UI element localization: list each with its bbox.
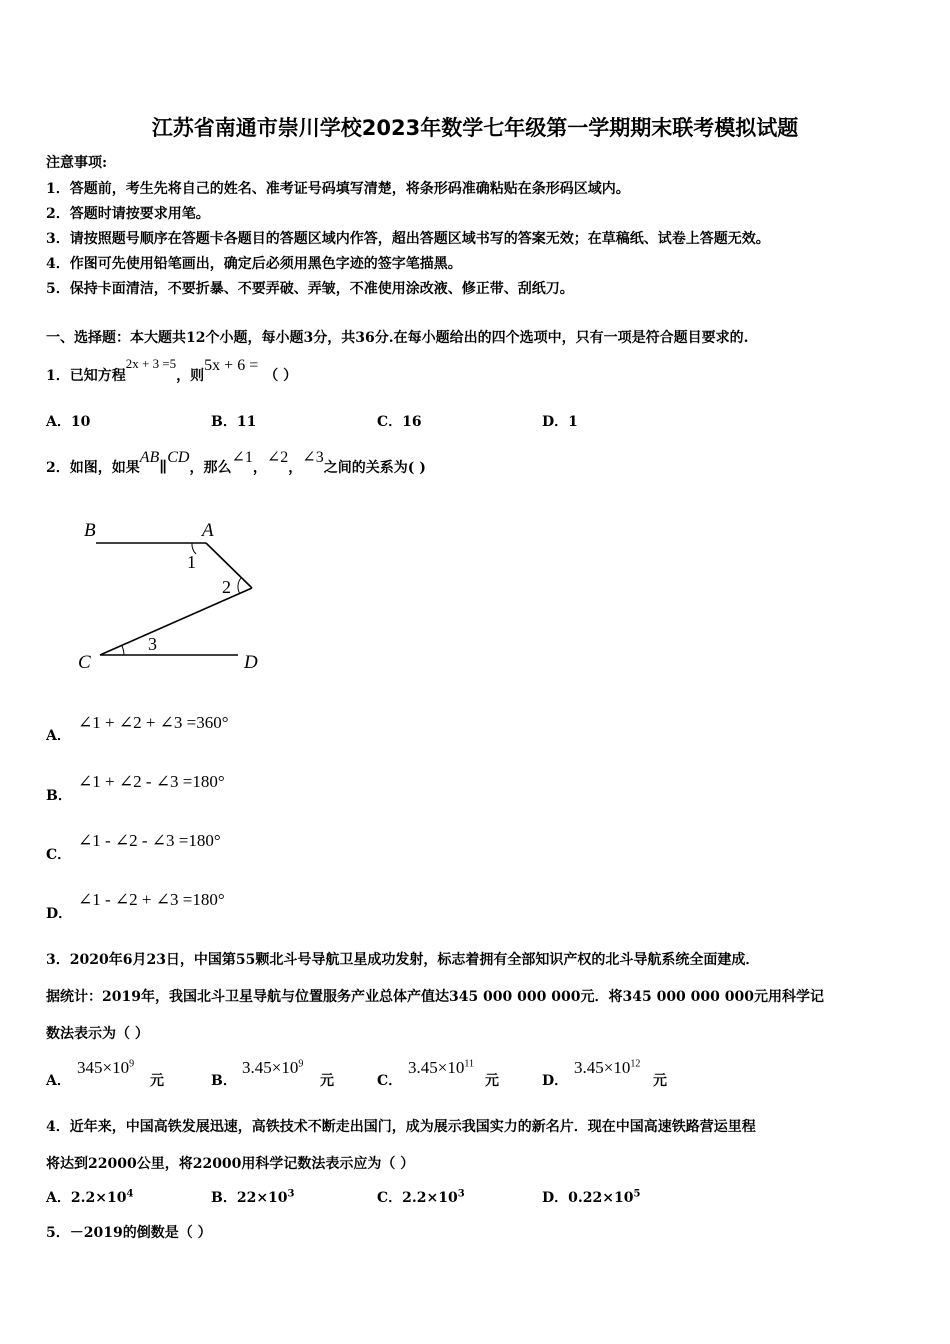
q2-option-a[interactable]: A． — [46, 728, 71, 744]
q2-option-d-text: ∠1 - ∠2 + ∠3 =180° — [78, 890, 225, 909]
q3-option-a-value: $345\times 10^9$ — [77, 1058, 135, 1077]
q1-option-d[interactable]: D．1 — [542, 414, 578, 430]
q1-equation: 2x + 3 =5 — [125, 356, 177, 371]
label-a: A — [202, 520, 214, 541]
q1-mid: ，则 — [176, 368, 205, 384]
line-ec — [100, 588, 252, 655]
label-angle-1: 1 — [187, 552, 196, 572]
q1-option-a[interactable]: A．10 — [46, 414, 91, 430]
q2-angle-1: ∠1 — [231, 449, 253, 466]
notice-heading: 注意事项: — [46, 155, 108, 171]
q2-angle-3: ∠3 — [302, 449, 324, 466]
q3-option-b-unit: 元 — [320, 1073, 334, 1089]
q3-option-d[interactable]: D． — [542, 1073, 569, 1089]
notice-item: 5．保持卡面清洁，不要折暴、不要弄破、弄皱，不准使用涂改液、修正带、刮纸刀。 — [46, 281, 574, 297]
q2-option-c-text: ∠1 - ∠2 - ∠3 =180° — [78, 831, 221, 850]
arc-3 — [122, 646, 124, 655]
q1-option-c[interactable]: C．16 — [377, 414, 422, 430]
q3-option-d-value: $3.45\times 10^{12}$ — [574, 1058, 641, 1077]
notice-item: 4．作图可先使用铅笔画出，确定后必须用黑色字迹的签字笔描黑。 — [46, 256, 462, 272]
label-b: B — [84, 520, 96, 541]
q2-suffix: 之间的关系为( ) — [323, 460, 426, 476]
question-4-line-1: 4．近年来，中国高铁发展迅速，高铁技术不断走出国门，成为展示我国实力的新名片．现在中国高速铁路营运里程 — [46, 1119, 756, 1135]
section-heading: 一、选择题：本大题共12个小题，每小题3分，共36分.在每小题给出的四个选项中，只有一项是符合题目要求的. — [46, 330, 749, 346]
question-5: 5．－2019的倒数是（ ） — [46, 1225, 212, 1241]
q3-option-d-unit: 元 — [653, 1073, 667, 1089]
label-d: D — [244, 652, 258, 673]
q2-cd: CD — [167, 449, 190, 466]
q2-option-d[interactable]: D． — [46, 906, 73, 922]
question-3-line-1: 3．2020年6月23日，中国第55颗北斗号导航卫星成功发射，标志着拥有全部知识产权的北斗导航系统全面建成． — [46, 952, 760, 968]
q1-option-b[interactable]: B．11 — [211, 414, 257, 430]
notice-item: 2．答题时请按要求用笔。 — [46, 206, 210, 222]
q4-option-c[interactable]: C．$2.2\times 10^3$ — [377, 1188, 465, 1206]
q2-prefix: 2．如图，如果 — [46, 460, 140, 476]
q4-option-d[interactable]: D．$0.22\times 10^5$ — [542, 1188, 641, 1206]
label-angle-3: 3 — [148, 634, 157, 654]
q3-option-a[interactable]: A． — [46, 1073, 71, 1089]
question-4-line-2: 将达到22000公里，将22000用科学记数法表示应为（ ） — [46, 1156, 415, 1172]
question-3-line-2: 据统计：2019年，我国北斗卫星导航与位置服务产业总体产值达345 000 000 000元．将345 000 000 000元用科学记 — [46, 989, 824, 1005]
q3-option-c-unit: 元 — [485, 1073, 499, 1089]
q2-mid: ，那么 — [189, 460, 232, 476]
page-title: 江苏省南通市崇川学校2023年数学七年级第一学期期末联考模拟试题 — [151, 116, 799, 140]
arc-2 — [238, 578, 241, 594]
q2-angle-2: ∠2 — [266, 449, 289, 466]
notice-item: 3．请按照题号顺序在答题卡各题目的答题区域内作答，超出答题区域书写的答案无效；在草稿纸、试卷上答题无效。 — [46, 231, 770, 247]
label-angle-2: 2 — [222, 577, 231, 597]
q3-option-b[interactable]: B． — [211, 1073, 237, 1089]
question-3-line-3: 数法表示为（ ） — [46, 1026, 149, 1042]
geometry-figure — [70, 510, 280, 680]
label-c: C — [78, 652, 91, 673]
q2-option-c[interactable]: C． — [46, 847, 72, 863]
q2-option-b[interactable]: B． — [46, 788, 72, 804]
q4-option-b[interactable]: B．$22\times 10^3$ — [211, 1188, 295, 1206]
q3-option-a-unit: 元 — [150, 1073, 164, 1089]
q4-option-a[interactable]: A．$2.2\times 10^4$ — [46, 1188, 134, 1206]
q2-parallel: ∥ — [159, 458, 168, 476]
q3-option-c[interactable]: C． — [377, 1073, 403, 1089]
notice-item: 1．答题前，考生先将自己的姓名、准考证号码填写清楚，将条形码准确粘贴在条形码区域内。 — [46, 181, 630, 197]
q1-blank: （ ） — [264, 368, 298, 384]
q1-expression: 5x + 6 = — [204, 357, 259, 374]
q2-option-a-text: ∠1 + ∠2 + ∠3 =360° — [78, 713, 229, 732]
question-2: 2．如图，如果AB∥CD，那么∠1，∠2，∠3之间的关系为( ) — [46, 449, 426, 476]
q2-option-b-text: ∠1 + ∠2 - ∠3 =180° — [78, 772, 225, 791]
q3-option-c-value: $3.45\times 10^{11}$ — [408, 1058, 474, 1077]
q2-ab: AB — [139, 449, 160, 466]
q3-option-b-value: $3.45\times 10^9$ — [242, 1058, 304, 1077]
q1-prefix: 1．已知方程 — [46, 368, 126, 384]
question-1 — [46, 356, 298, 385]
